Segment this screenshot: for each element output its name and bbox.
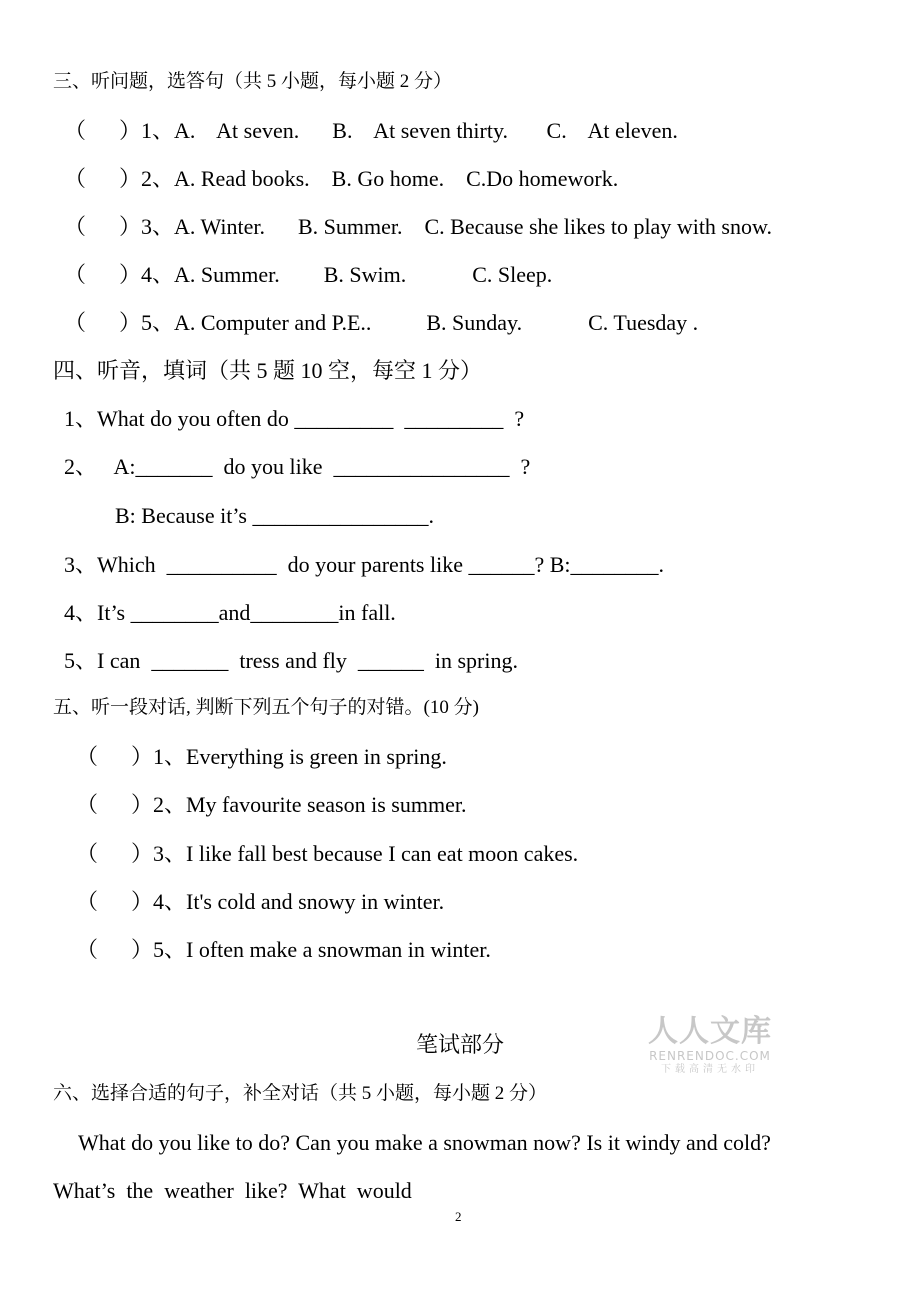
- section4-question-1: 1、What do you often do _________ _________ ?: [64, 406, 525, 431]
- section3-question-2: （ ）2、A. Read books. B. Go home. C.Do homework.: [64, 166, 619, 191]
- section5-statement-1: （ ）1、Everything is green in spring.: [76, 744, 447, 769]
- section3-question-4: （ ）4、A. Summer. B. Swim. C. Sleep.: [64, 262, 553, 287]
- section3-question-5: （ ）5、A. Computer and P.E.. B. Sunday. C. Tuesday .: [64, 310, 699, 335]
- watermark-slogan: 下载高清无水印: [661, 1064, 759, 1075]
- section4-question-5: 5、I can _______ tress and fly ______ in spring.: [64, 648, 518, 673]
- section5-statement-4: （ ）4、It's cold and snowy in winter.: [76, 889, 445, 914]
- section5-statement-3: （ ）3、I like fall best because I can eat moon cakes.: [76, 841, 579, 866]
- section3-question-1: （ ）1、A. At seven. B. At seven thirty. C. At eleven.: [64, 118, 678, 143]
- section5-statement-2: （ ）2、My favourite season is summer.: [76, 792, 467, 817]
- section4-heading: 四、听音，填词（共 5 题 10 空，每空 1 分）: [53, 358, 483, 383]
- written-section-title: 笔试部分: [415, 1032, 504, 1057]
- section4-question-4: 4、It’s ________and________in fall.: [64, 600, 396, 625]
- section4-question-2-answer: B: Because it’s ________________.: [115, 503, 434, 528]
- section5-heading: 五、听一段对话, 判断下列五个句子的对错。(10 分): [53, 697, 479, 718]
- page-number: 2: [455, 1209, 462, 1224]
- watermark-url: RENRENDOC.COM: [649, 1049, 771, 1063]
- section6-option-line-1: What do you like to do? Can you make a snowman now? Is it windy and cold?: [78, 1130, 771, 1155]
- section3-question-3: （ ）3、A. Winter. B. Summer. C. Because she likes to play with snow.: [64, 214, 772, 239]
- section6-option-line-2: What’s the weather like? What would: [53, 1178, 412, 1203]
- section6-heading: 六、选择合适的句子，补全对话（共 5 小题，每小题 2 分）: [53, 1083, 548, 1104]
- section4-question-3: 3、Which __________ do your parents like ______? B:________.: [64, 552, 665, 577]
- section4-question-2: 2、 A:_______ do you like ________________ ?: [64, 454, 531, 479]
- section3-heading: 三、听问题，选答句（共 5 小题，每小题 2 分）: [53, 71, 453, 92]
- watermark-title: 人人文库: [648, 1014, 772, 1049]
- section5-statement-5: （ ）5、I often make a snowman in winter.: [76, 937, 491, 962]
- watermark-logo: [648, 1015, 772, 1077]
